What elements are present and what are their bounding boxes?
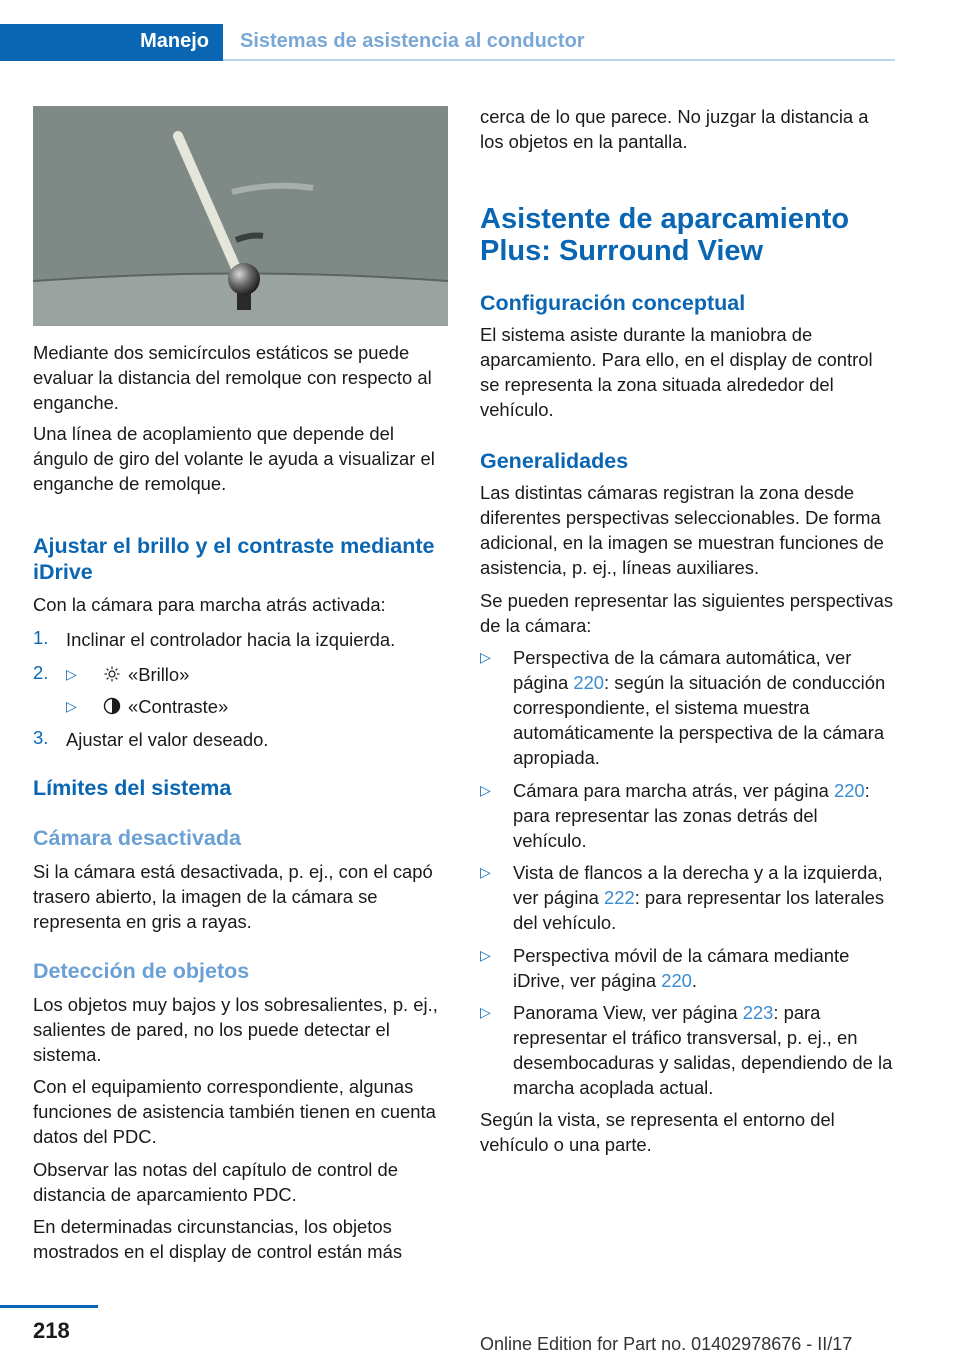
detection-paragraph-4: En determinadas circunstancias, los objetos mostrados en el display de control están más xyxy=(33,1216,403,1262)
header-rule xyxy=(223,59,895,61)
continued-paragraph: cerca de lo que parece. No juzgar la distancia a los objetos en la pantalla. xyxy=(480,106,869,152)
detection-paragraph-3: Observar las notas del capítulo de control de distancia de aparcamiento PDC. xyxy=(33,1159,398,1205)
camera-off-heading: Cámara desactivada xyxy=(33,826,241,850)
bullet-text: Perspectiva móvil de la cámara mediante iDrive, ver página 220. xyxy=(513,945,850,991)
page-header xyxy=(0,24,895,61)
contrast-icon xyxy=(103,697,121,715)
brightness-icon xyxy=(104,666,120,682)
step-text: Ajustar el valor deseado. xyxy=(66,729,269,750)
triangle-bullet-icon: ▷ xyxy=(66,666,77,682)
surround-view-heading: Asistente de aparcamiento Plus: Surround View xyxy=(480,203,850,267)
trailer-hitch-camera-image xyxy=(33,106,448,326)
triangle-bullet-icon: ▷ xyxy=(480,947,491,963)
footer-rule xyxy=(0,1305,98,1308)
general-heading: Generalidades xyxy=(480,449,629,473)
detection-heading: Detección de objetos xyxy=(33,959,250,983)
bullet-text: Vista de flancos a la derecha y a la izquierda, ver página 222: para representar los laterales del vehículo. xyxy=(513,862,885,933)
concept-heading: Configuración conceptual xyxy=(480,291,746,315)
bullet-text: Panorama View, ver página 223: para representar el tráfico transversal, p. ej., en desembocaduras y salidas, dependiendo de la marcha acoplada actual. xyxy=(513,1002,893,1098)
section-tab-label: Manejo xyxy=(140,30,209,52)
bullet-text: Perspectiva de la cámara automática, ver página 220: según la situación de conducción correspondiente, el sistema muestra automáticamente la perspectiva de la cámara apropiada. xyxy=(513,647,886,768)
triangle-bullet-icon: ▷ xyxy=(480,864,491,880)
detection-paragraph-2: Con el equipamiento correspondiente, algunas funciones de asistencia también tienen en cuenta datos del PDC. xyxy=(33,1076,436,1147)
page-link[interactable]: 223 xyxy=(742,1002,774,1023)
chapter-title: Sistemas de asistencia al conductor xyxy=(240,30,585,52)
step-text: Inclinar el controlador hacia la izquierda. xyxy=(66,629,396,650)
general-paragraph-2: Se pueden representar las siguientes perspectivas de la cámara: xyxy=(480,590,894,636)
page-link[interactable]: 220 xyxy=(661,970,692,991)
page-link[interactable]: 222 xyxy=(604,887,635,908)
step-number: 1. xyxy=(33,627,49,648)
detection-paragraph-1: Los objetos muy bajos y los sobresalientes, p. ej., salientes de pared, no los puede detectar el sistema. xyxy=(33,994,438,1065)
step-number: 3. xyxy=(33,727,49,748)
coupling-paragraph: Una línea de acoplamiento que depende del ángulo de giro del volante le ayuda a visualizar el enganche de remolque. xyxy=(33,423,435,494)
image-caption: Mediante dos semicírculos estáticos se puede evaluar la distancia del remolque con respecto al enganche. xyxy=(33,342,432,413)
triangle-bullet-icon: ▷ xyxy=(480,1004,491,1020)
bullet-text: Cámara para marcha atrás, ver página 220: para representar las zonas detrás del vehículo. xyxy=(513,780,870,851)
camera-off-paragraph: Si la cámara está desactivada, p. ej., con el capó trasero abierto, la imagen de la cámara se representa en gris a rayas. xyxy=(33,861,433,932)
general-paragraph-1: Las distintas cámaras registran la zona desde diferentes perspectivas seleccionables. De forma adicional, en la imagen se muestran funciones de asistencia, p. ej., líneas auxiliares. xyxy=(480,482,884,578)
triangle-bullet-icon: ▷ xyxy=(480,649,491,665)
limits-heading: Límites del sistema xyxy=(33,776,232,800)
edition-note: Online Edition for Part no. 01402978676 - II/17 xyxy=(480,1334,853,1354)
final-paragraph: Según la vista, se representa el entorno del vehículo o una parte. xyxy=(480,1109,835,1155)
step-text: «Brillo» xyxy=(128,664,190,685)
section-tab xyxy=(0,24,223,61)
step-number: 2. xyxy=(33,662,49,683)
page-link[interactable]: 220 xyxy=(833,780,865,801)
triangle-bullet-icon: ▷ xyxy=(480,782,491,798)
page-number: 218 xyxy=(33,1318,70,1343)
page-link[interactable]: 220 xyxy=(573,672,605,693)
brightness-heading: Ajustar el brillo y el contraste mediante iDrive xyxy=(33,534,435,584)
concept-paragraph: El sistema asiste durante la maniobra de aparcamiento. Para ello, en el display de control se representa la zona situada alrededor del vehículo. xyxy=(480,324,873,420)
step-text: «Contraste» xyxy=(128,696,229,717)
triangle-bullet-icon: ▷ xyxy=(66,698,77,714)
camera-active-paragraph: Con la cámara para marcha atrás activada: xyxy=(33,594,386,615)
